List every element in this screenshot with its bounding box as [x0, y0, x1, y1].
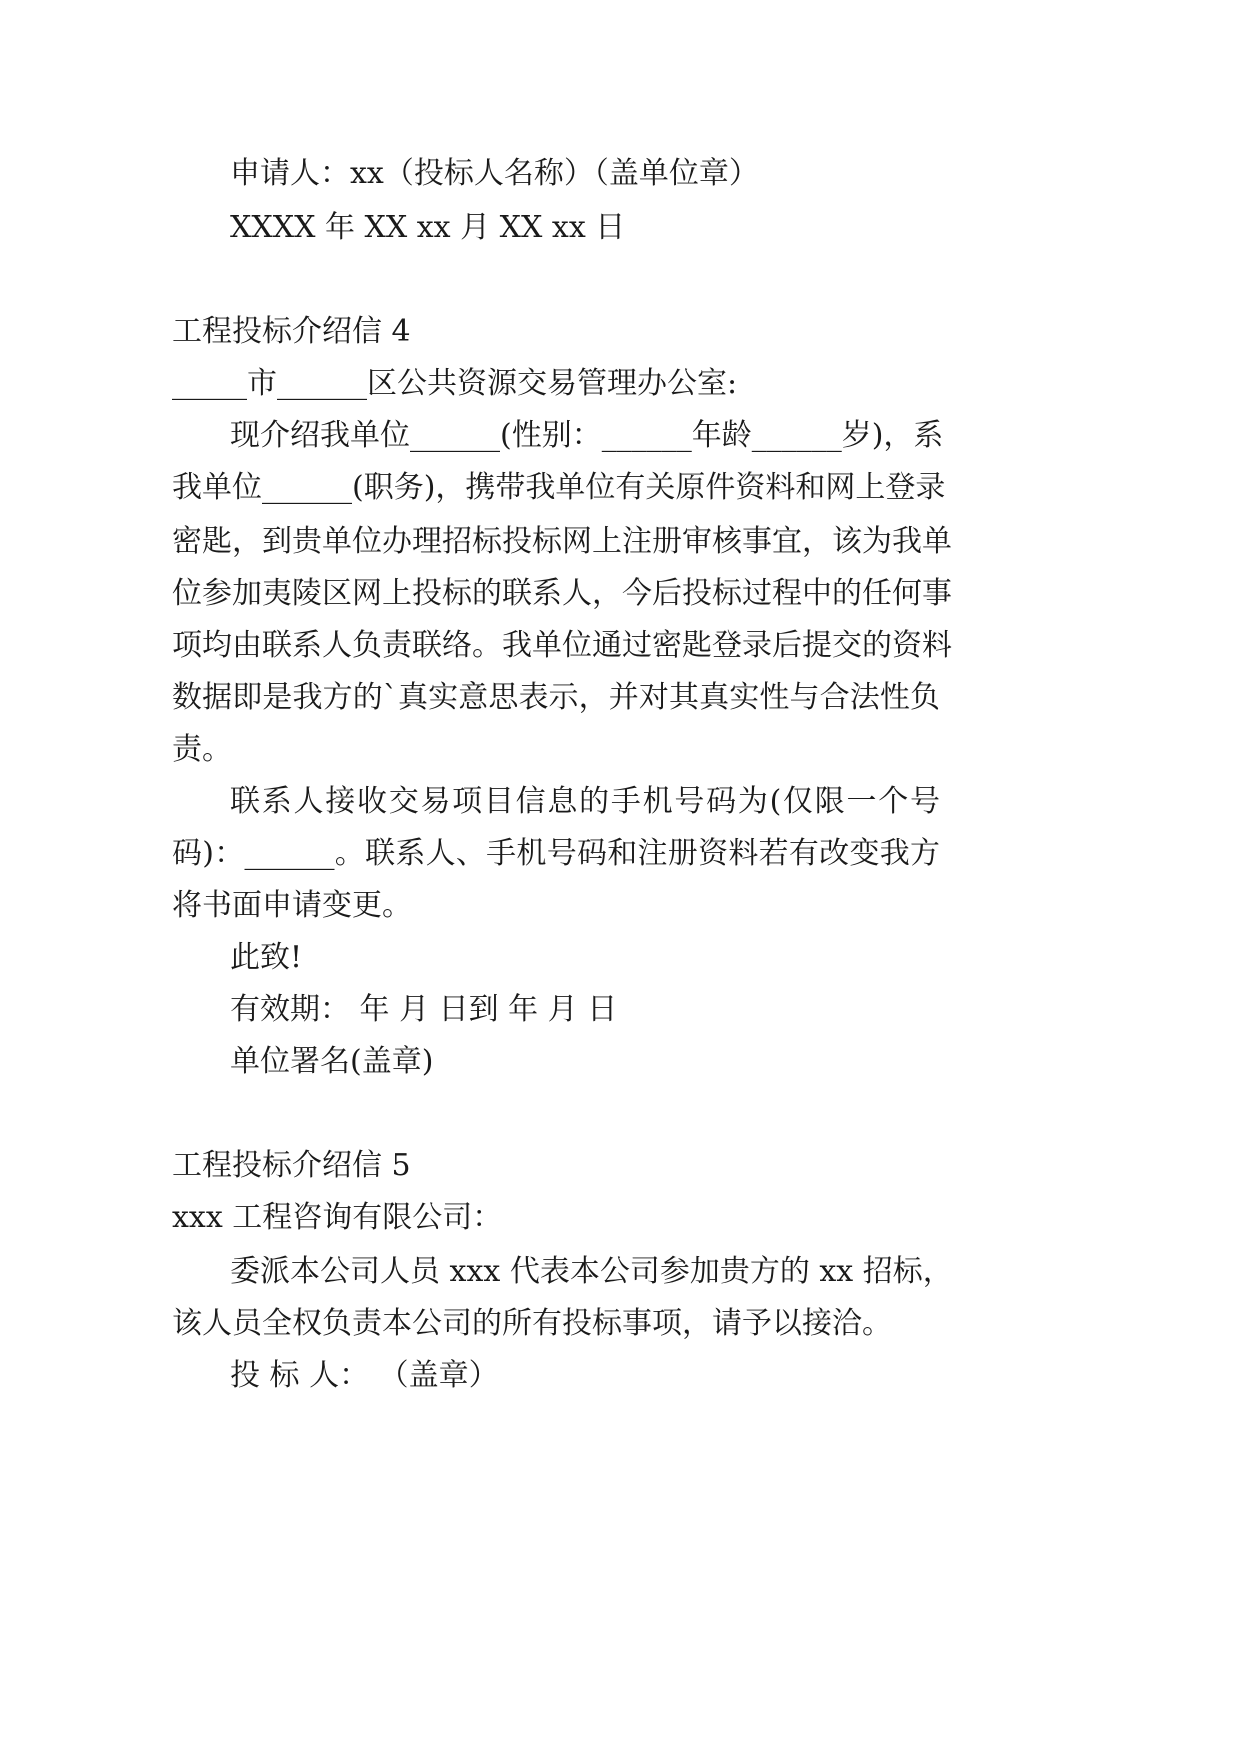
letter5-bidder: 投 标 人： （盖章）	[230, 1358, 499, 1393]
letter5-body-line: 委派本公司人员 xxx 代表本公司参加贵方的 xx 招标，	[230, 1254, 953, 1289]
applicant-line: 申请人：xx（投标人名称）（盖单位章）	[230, 156, 759, 191]
letter4-para2-line: 码)：______。联系人、手机号码和注册资料若有改变我方	[172, 836, 940, 871]
letter4-para2-line: 联系人接收交易项目信息的手机号码为(仅限一个号	[230, 784, 940, 819]
letter4-para1-line: 位参加夷陵区网上投标的联系人，今后投标过程中的任何事	[172, 576, 952, 611]
letter4-para1-line: 责。	[172, 732, 232, 767]
letter4-para1-line: 我单位______(职务)，携带我单位有关原件资料和网上登录	[172, 470, 946, 505]
letter4-signature: 单位署名(盖章)	[230, 1044, 434, 1079]
letter4-para2-line: 将书面申请变更。	[172, 888, 412, 923]
letter5-title: 工程投标介绍信 5	[172, 1148, 411, 1183]
letter4-para1-line: 数据即是我方的`真实意思表示，并对其真实性与合法性负	[172, 680, 940, 715]
letter4-closing: 此致!	[230, 940, 303, 975]
letter4-addressee: _____市______区公共资源交易管理办公室:	[172, 366, 738, 401]
letter4-para1-line: 项均由联系人负责联络。我单位通过密匙登录后提交的资料	[172, 628, 952, 663]
letter5-body-line: 该人员全权负责本公司的所有投标事项，请予以接洽。	[172, 1306, 892, 1341]
letter4-title: 工程投标介绍信 4	[172, 314, 411, 349]
date-line: XXXX 年 XX xx 月 XX xx 日	[230, 210, 626, 245]
letter4-para1-line: 密匙，到贵单位办理招标投标网上注册审核事宜，该为我单	[172, 524, 952, 559]
letter4-para1-line: 现介绍我单位______(性别：______年龄______岁)，系	[230, 418, 944, 453]
letter5-addressee: xxx 工程咨询有限公司：	[172, 1200, 503, 1235]
letter4-validity: 有效期： 年 月 日到 年 月 日	[230, 992, 618, 1027]
